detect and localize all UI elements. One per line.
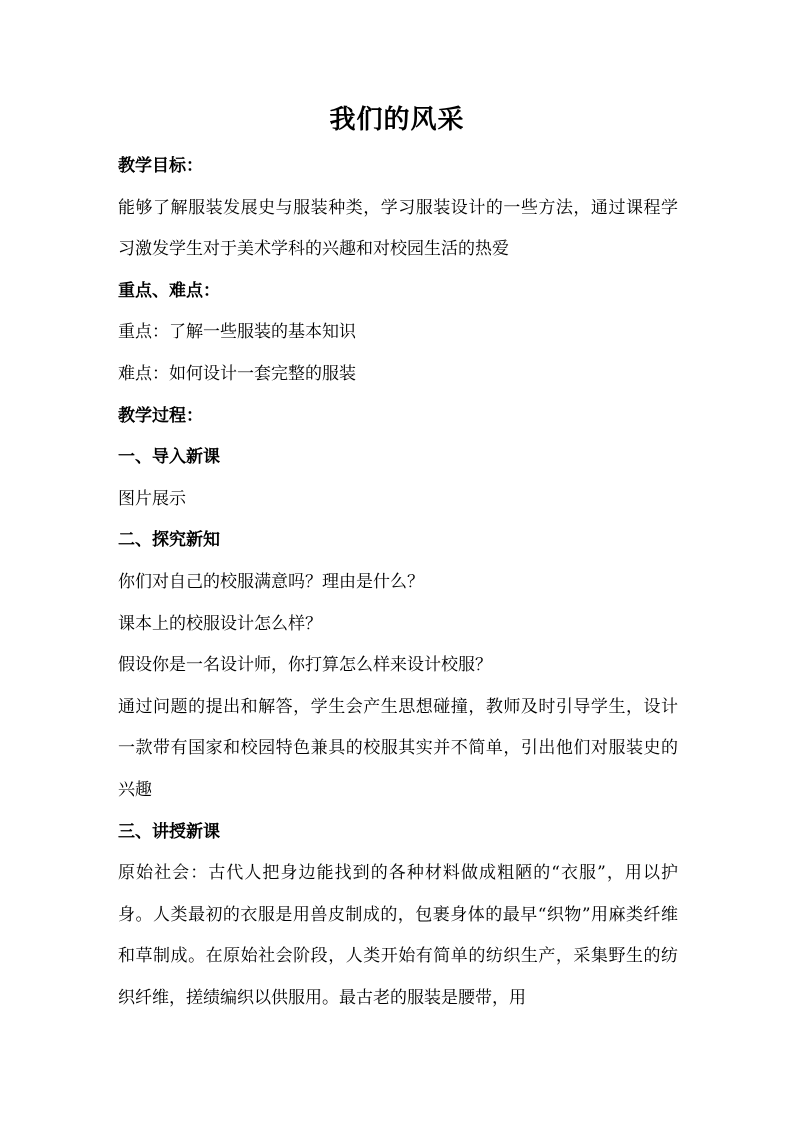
key-points-heading: 重点、难点： <box>118 280 220 301</box>
part3-heading: 三、讲授新课 <box>118 821 220 842</box>
question-2: 课本上的校服设计怎么样？ <box>118 613 322 634</box>
difficult-point-text: 难点：如何设计一套完整的服装 <box>118 363 356 384</box>
objective-text: 能够了解服装发展史与服装种类，学习服装设计的一些方法，通过课程学习激发学生对于美术学科的兴趣和对校园生活的热爱 <box>118 197 678 260</box>
part2-heading: 二、探究新知 <box>118 530 220 551</box>
part3-paragraph: 原始社会：古代人把身边能找到的各种材料做成粗陋的“衣服”，用以护身。人类最初的衣服是用兽皮制成的，包裹身体的最早“织物”用麻类纤维和草制成。在原始社会阶段，人类开始有简单的纺织生产，采集野生的纺织纤维，搓绩编织以供服用。最古老的服装是腰带，用 <box>118 863 678 1008</box>
objective-heading: 教学目标： <box>118 156 203 176</box>
part2-paragraph: 通过问题的提出和解答，学生会产生思想碰撞，教师及时引导学生，设计一款带有国家和校园特色兼具的校服其实并不简单，引出他们对服装史的兴趣 <box>118 696 678 800</box>
process-heading: 教学过程： <box>118 405 203 426</box>
question-3: 假设你是一名设计师，你打算怎么样来设计校服？ <box>118 655 492 676</box>
document-body <box>118 146 678 1019</box>
key-point-text: 重点：了解一些服装的基本知识 <box>118 322 356 343</box>
document-title: 我们的风采 <box>329 105 465 135</box>
part1-text: 图片展示 <box>118 488 186 509</box>
part1-heading: 一、导入新课 <box>118 447 220 468</box>
question-1: 你们对自己的校服满意吗？理由是什么？ <box>118 571 424 592</box>
